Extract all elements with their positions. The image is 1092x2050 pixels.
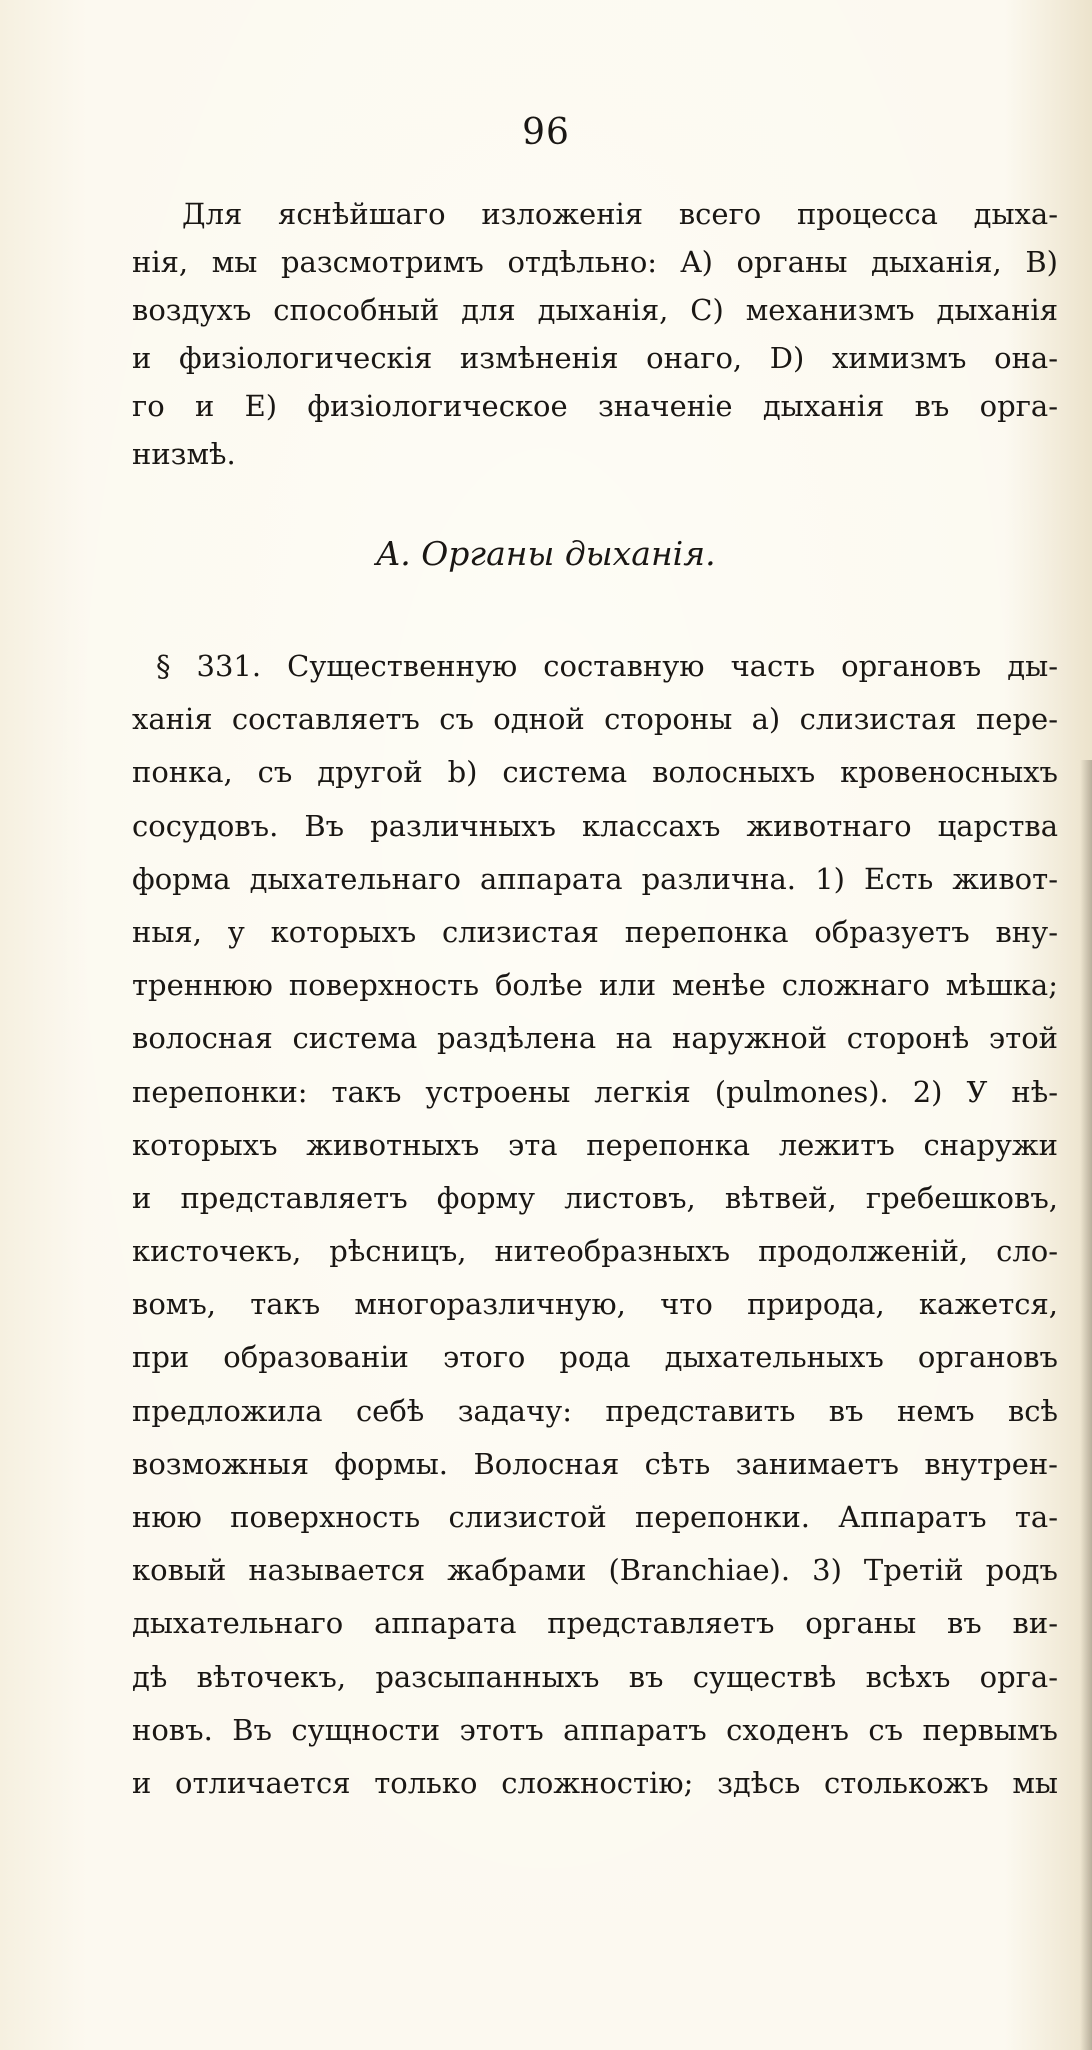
text-line: сосудовъ. Въ различныхъ классахъ животнаго царства — [132, 808, 1058, 843]
text-line: перепонки: такъ устроены легкія (pulmones). 2) У нѣ- — [132, 1074, 1058, 1109]
text-line: при образованіи этого рода дыхательныхъ органовъ — [132, 1340, 1058, 1375]
text-line: новъ. Въ сущности этотъ аппаратъ сходенъ съ первымъ — [132, 1712, 1058, 1747]
text-line: возможныя формы. Волосная сѣть занимаетъ внутрен- — [132, 1446, 1058, 1481]
page-number: 96 — [522, 112, 570, 153]
text-line: нія, мы разсмотримъ отдѣльно: A) органы дыханія, B) — [132, 245, 1058, 279]
intro-paragraph — [132, 190, 1058, 478]
text-line: понка, съ другой b) система волосныхъ кровеносныхъ — [132, 755, 1058, 790]
text-line: форма дыхательнаго аппарата различна. 1) Есть живот- — [132, 861, 1058, 896]
text-line: дѣ вѣточекъ, разсыпанныхъ въ существѣ всѣхъ орга- — [132, 1659, 1058, 1694]
section-heading: A. Органы дыханія. — [376, 534, 716, 573]
text-line: предложила себѣ задачу: представить въ немъ всѣ — [132, 1393, 1058, 1428]
text-line: ныя, у которыхъ слизистая перепонка образуетъ вну- — [132, 914, 1058, 949]
body-paragraph — [132, 640, 1058, 1810]
text-line: и представляетъ форму листовъ, вѣтвей, гребешковъ, — [132, 1180, 1058, 1215]
text-line: треннюю поверхность болѣе или менѣе сложнаго мѣшка; — [132, 968, 1058, 1003]
text-line: Для яснѣйшаго изложенія всего процесса дыха- — [182, 197, 1058, 231]
text-line: кисточекъ, рѣсницъ, нитеобразныхъ продолженій, сло- — [132, 1234, 1058, 1269]
text-line: низмѣ. — [132, 437, 236, 471]
text-line: которыхъ животныхъ эта перепонка лежитъ снаружи — [132, 1127, 1058, 1162]
text-line: и отличается только сложностію; здѣсь столькожъ мы — [132, 1765, 1058, 1800]
text-line: го и E) физіологическое значеніе дыханія въ орга- — [132, 389, 1058, 423]
text-line: вомъ, такъ многоразличную, что природа, кажется, — [132, 1287, 1058, 1322]
text-line: и физіологическія измѣненія онаго, D) химизмъ она- — [132, 341, 1058, 375]
text-line: воздухъ способный для дыханія, C) механизмъ дыханія — [132, 293, 1058, 327]
page-edge-shadow — [1080, 760, 1092, 2050]
text-line: ковый называется жабрами (Branchiae). 3) Третій родъ — [132, 1553, 1058, 1588]
text-line: волосная система раздѣлена на наружной сторонѣ этой — [132, 1021, 1058, 1056]
text-line: нюю поверхность слизистой перепонки. Аппаратъ та- — [132, 1500, 1058, 1534]
text-line: ханія составляетъ съ одной стороны a) слизистая пере- — [132, 702, 1058, 737]
text-line: § 331. Существенную составную часть органовъ ды- — [156, 649, 1058, 683]
text-line: дыхательнаго аппарата представляетъ органы въ ви- — [132, 1606, 1058, 1641]
